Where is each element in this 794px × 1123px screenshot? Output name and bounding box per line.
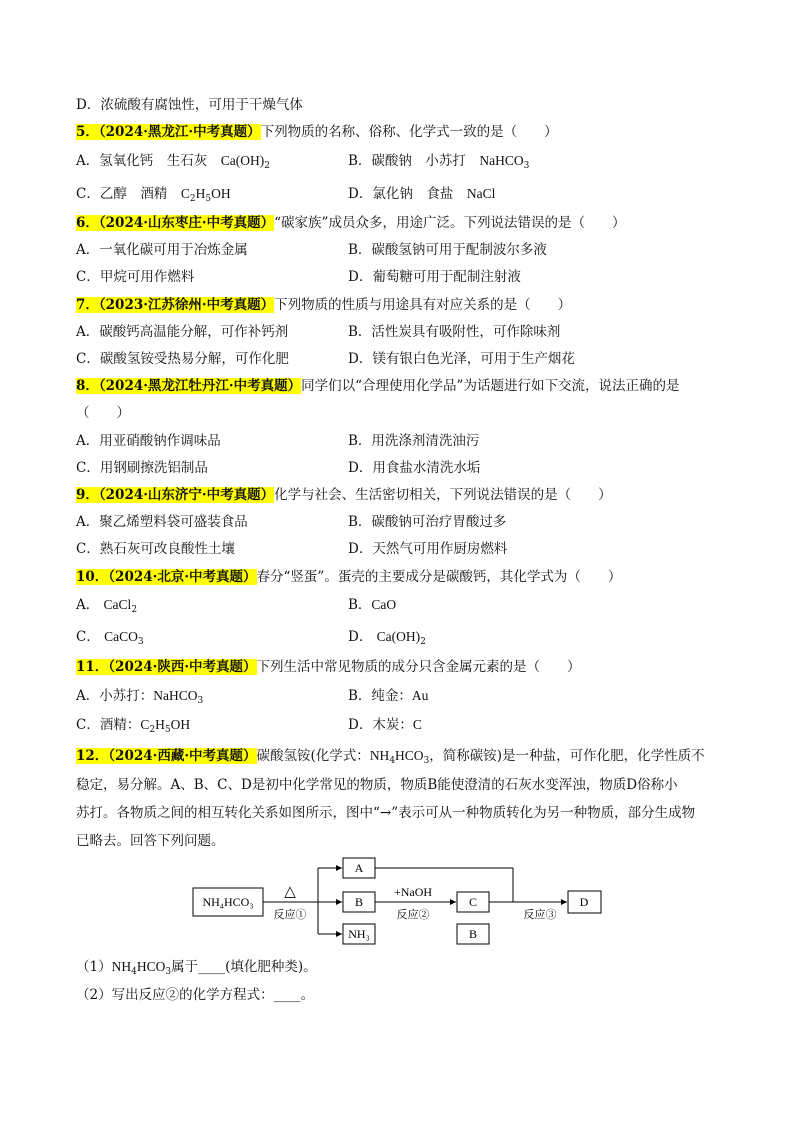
q9-option-a[interactable]: A．聚乙烯塑料袋可盛装食品 [76, 514, 248, 530]
question-12-line-3: 苏打。各物质之间的相互转化关系如图所示，图中“→”表示可从一种物质转化为另一种物质，部分生成物 [76, 805, 696, 821]
question-7-stem: 7．（2023·江苏徐州·中考真题）下列物质的性质与用途具有对应关系的是（ ） [76, 297, 572, 313]
question-10-stem: 10．（2024·北京·中考真题）春分“竖蛋”。蛋壳的主要成分是碳酸钙，其化学式为（ ） [76, 569, 622, 585]
q7-option-a[interactable]: A．碳酸钙高温能分解，可作补钙剂 [76, 324, 289, 340]
q6-option-d[interactable]: D．葡萄糖可用于配制注射液 [348, 269, 521, 285]
q9-option-b[interactable]: B．碳酸钠可治疗胃酸过多 [348, 514, 507, 530]
q11-option-b[interactable]: B．纯金：Au [348, 688, 429, 704]
q12-subquestion-2[interactable]: （2）写出反应②的化学方程式：____。 [76, 987, 315, 1003]
question-6-stem: 6．（2024·山东枣庄·中考真题）“碳家族”成员众多，用途广泛。下列说法错误的是（ ） [76, 215, 626, 231]
label-b2: B [468, 927, 478, 941]
label-c: C [468, 895, 478, 909]
q8-option-d[interactable]: D．用食盐水清洗水垢 [348, 460, 481, 476]
reagent-naoh: +NaOH [393, 885, 433, 899]
q5-text: 下列物质的名称、俗称、化学式一致的是（ ） [260, 124, 558, 140]
label-d: D [579, 895, 589, 909]
question-12-line-2: 稳定，易分解。A、B、C、D是初中化学常见的物质，物质B能使澄清的石灰水变浑浊，物质D俗称小 [76, 777, 678, 793]
label-nh3: NH₃ [348, 927, 370, 941]
q11-option-c[interactable]: C．酒精：$C_2H_5OH$ [76, 717, 191, 735]
q6-option-b[interactable]: B．碳酸氢钠可用于配制波尔多液 [348, 242, 547, 258]
q8-option-a[interactable]: A．用亚硝酸钠作调味品 [76, 433, 221, 449]
q11-option-a[interactable]: A．小苏打：NaHCO$_3$ [76, 688, 204, 706]
q5-option-b[interactable]: B．碳酸钠 小苏打 NaHCO$_3$ [348, 153, 530, 171]
q6-option-c[interactable]: C．甲烷可用作燃料 [76, 269, 195, 285]
q10-source-tag: （2024·北京·中考真题） [108, 569, 257, 585]
q8-option-b[interactable]: B．用洗涤剂清洗油污 [348, 433, 480, 449]
q5-option-a[interactable]: A．氢氧化钙 生石灰 $Ca(OH)_2$ [76, 153, 270, 171]
reaction-2-label: 反应② [396, 909, 430, 921]
question-12-stem: 12．（2024·西藏·中考真题）碳酸氢铵(化学式：$NH_4HCO_3$，简称碳铵)是一种盐，可作化肥，化学性质不 [76, 748, 705, 766]
q11-option-d[interactable]: D．木炭：C [348, 717, 422, 733]
q10-option-c[interactable]: C． CaCO$_3$ [76, 629, 144, 647]
q4-option-d: D．浓硫酸有腐蚀性，可用于干燥气体 [76, 97, 303, 113]
q5-option-c[interactable]: C．乙醇 酒精 $C_2H_5OH$ [76, 186, 231, 204]
heat-symbol: △ [284, 884, 296, 900]
q6-option-a[interactable]: A．一氧化碳可用于冶炼金属 [76, 242, 248, 258]
question-8-stem-cont: （ ） [76, 405, 130, 421]
q12-source-tag: （2024·西藏·中考真题） [108, 748, 257, 764]
q7-option-b[interactable]: B．活性炭具有吸附性，可作除味剂 [348, 324, 561, 340]
label-a: A [354, 861, 364, 875]
question-9-stem: 9．（2024·山东济宁·中考真题）化学与社会、生活密切相关，下列说法错误的是（ ） [76, 487, 612, 503]
q7-option-c[interactable]: C．碳酸氢铵受热易分解，可作化肥 [76, 351, 289, 367]
q5-option-d[interactable]: D．氯化钠 食盐 NaCl [348, 186, 496, 202]
q5-number: 5． [76, 124, 99, 140]
q9-option-c[interactable]: C．熟石灰可改良酸性土壤 [76, 541, 235, 557]
q7-option-d[interactable]: D．镁有银白色光泽，可用于生产烟花 [348, 351, 575, 367]
q9-option-d[interactable]: D．天然气可用作厨房燃料 [348, 541, 508, 557]
q12-subquestion-1[interactable]: $(1)NH_4HCO_3$属于____(填化肥种类)。 [76, 959, 317, 977]
q8-option-c[interactable]: C．用钢刷擦洗铝制品 [76, 460, 208, 476]
question-11-stem: 11．（2024·陕西·中考真题）下列生活中常见物质的成分只含金属元素的是（ ） [76, 659, 581, 675]
q10-option-a[interactable]: A． CaCl$_2$ [76, 597, 138, 615]
q5-source-tag: （2024·黑龙江·中考真题） [98, 124, 261, 140]
q10-option-b[interactable]: B．CaO [348, 597, 397, 613]
q9-source-tag: （2024·山东济宁·中考真题） [98, 487, 275, 503]
q6-source-tag: （2024·山东枣庄·中考真题） [98, 215, 275, 231]
reaction-1-label: 反应① [273, 909, 307, 921]
question-12-line-4: 已略去。回答下列问题。 [76, 833, 225, 849]
question-8-stem: 8．（2024·黑龙江牡丹江·中考真题）同学们以“合理使用化学品”为话题进行如下交流，说法正确的是 [76, 378, 680, 394]
q10-option-d[interactable]: D． $Ca(OH)_2$ [348, 629, 426, 647]
label-b: B [354, 895, 364, 909]
q11-source-tag: （2024·陕西·中考真题） [108, 659, 257, 675]
reaction-3-label: 反应③ [523, 909, 557, 921]
label-nh4hco3: NH₄HCO₃ [202, 895, 254, 909]
q7-source-tag: （2023·江苏徐州·中考真题） [98, 297, 275, 313]
q8-source-tag: （2024·黑龙江牡丹江·中考真题） [98, 378, 302, 394]
